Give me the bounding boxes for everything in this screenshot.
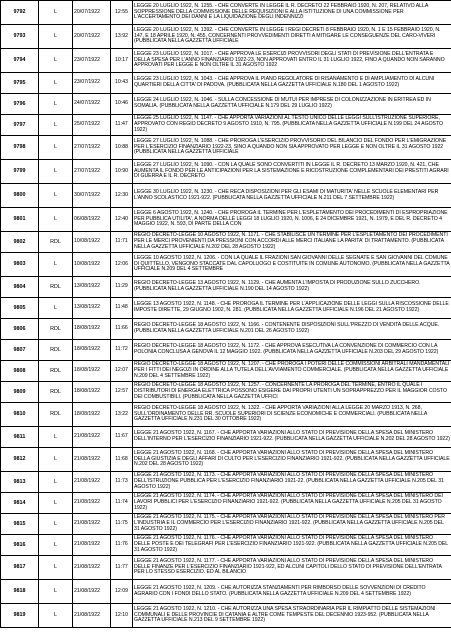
law-number-cell: 9796 <box>1 94 39 115</box>
table-row <box>1 277 451 298</box>
law-description-cell: LEGGE 21 AGOSTO 1922, N. 1167. - CHE APPORTA VARIAZIONI ALLO STATO DI PREVISIONE DELLA SPESA DEL MINISTERO DELL'INTERNO PER L'ESERCIZIO FINANZIARIO 1921-922. (PUBBLICATA NELLA GAZZETTA UFFICIALE N.202 DEL 28 AGOSTO 1922) <box>133 427 451 448</box>
law-number-cell: 9811 <box>1 427 39 448</box>
law-description-cell: LEGGE 6 AGOSTO 1922, N. 1240. - CHE PROROGA IL TERMINE PER L'ESPLETAMENTO DEI PROCEDIMENTI DI ESPROPRIAZIONE PER PUBBLICA UTILITA', A NORMA DELLE LEGGI 18 LUGLIO 1920, N. 1006, E 24 DICEMBRE 1921, N. 1979, E DEL R. DECRETO 4 MAGGIO 1922, N. 593, DI PARTE DELLA CON <box>133 208 451 232</box>
law-number-cell: 9812 <box>1 448 39 472</box>
law-number-cell: 9804 <box>1 277 39 298</box>
table-row <box>1 208 451 232</box>
law-date-cell: 21/08/1922 <box>73 556 111 580</box>
law-number-cell: 9813 <box>1 472 39 493</box>
law-type-cell: L <box>39 604 73 628</box>
law-number-cell: 9814 <box>1 493 39 514</box>
law-date-cell: 21/08/1922 <box>73 514 111 535</box>
law-code-cell: 10:46 <box>111 94 133 115</box>
law-number-cell: 9809 <box>1 382 39 403</box>
law-code-cell: 11:71 <box>111 232 133 253</box>
law-number-cell: 9810 <box>1 403 39 427</box>
table-row <box>1 319 451 340</box>
law-date-cell: 18/08/1922 <box>73 361 111 382</box>
law-description-cell: LEGGE 25 LUGLIO 1922, N. 1147. - CHE APPORTA VARIAZIONI AL TESTO UNICO DELLE LEGGI SULL'ISTRUZIONE SUPERIORE, APPROVATO CON REGIO DECRETO 9 AGOSTO 1910, N. 795. (PUBBLICATA NELLA GAZZETTA UFFICIALE N.199 DEL 24 AGOSTO 1922) <box>133 115 451 136</box>
law-description-cell: LEGGE 21 AGOSTO 1922, N. 1174. - CHE APPORTA VARIAZIONI ALLO STATO DI PREVISIONE DELLA SPESA DEL MINISTERO DEI LAVORI PUBBLICI PER L'ESERCIZIO FINANZIARIO 1921-922. (PUBBLICATA NELLA GAZZETTA UFFICIALE N.205 DEL 31 AGOSTO 1922) <box>133 493 451 514</box>
table-row <box>1 160 451 184</box>
law-code-cell: 11:72 <box>111 340 133 361</box>
law-code-cell: 12:57 <box>111 382 133 403</box>
law-description-cell: LEGGE 21 AGOSTO 1922, N. 1173. - CHE APPORTA VARIAZIONI ALLO STATO DI PREVISIONE DELLA SPESA DEL MINISTERO DELL'ISTRUZIONE PUBBLICA PER L'ESERCIZIO FINANZIARIO 1921-22. (PUBBLICATA NELLA GAZZETTA UFFICIALE N.205 DEL 31 AGOSTO 1922) <box>133 472 451 493</box>
law-date-cell: 27/07/1922 <box>73 136 111 160</box>
table-row <box>1 49 451 73</box>
table-row <box>1 298 451 319</box>
law-code-cell: 11:77 <box>111 556 133 580</box>
law-type-cell: L <box>39 556 73 580</box>
law-date-cell: 27/07/1922 <box>73 160 111 184</box>
law-code-cell: 12:06 <box>111 253 133 277</box>
law-description-cell: LEGGE 20 LUGLIO 1922, N. 1255. - CHE CONVERTE IN LEGGE IL R. DECRETO 22 FEBBRAIO 1920, N. 207, RELATIVO ALLA SOPPRESSIONE DELLA COMMISSIONE DELLE REQUISIZIONI E ALLA ISTITUZIONE DI UNA COMMISSIONE PER L'ACCERTAMENTO DEI DANNI E LA LIQUIDAZIONE DEGLI INDENNIZZI <box>133 1 451 25</box>
law-date-cell: 25/07/1922 <box>73 115 111 136</box>
table-row <box>1 493 451 514</box>
law-number-cell: 9817 <box>1 556 39 580</box>
law-code-cell: 12:07 <box>111 361 133 382</box>
law-number-cell: 9807 <box>1 340 39 361</box>
law-description-cell: REGIO DECRETO-LEGGE 13 AGOSTO 1922, N. 1129. - CHE AUMENTA L'IMPOSTA DI PRODUZIONE SULLO ZUCCHERO. (PUBBLICATA NELLA GAZZETTA UFFICIALE N.190 DEL 14 AGOSTO 1922) <box>133 277 451 298</box>
law-number-cell: 9808 <box>1 361 39 382</box>
table-row <box>1 403 451 427</box>
law-code-cell: 10:43 <box>111 73 133 94</box>
law-description-cell: REGIO DECRETO-LEGGE 18 AGOSTO 1922, N. 1207. - CHE PROROGA I POTERI DELLE COMMISSIONI ARBITRALI MANDAMENTALI PER I FITTI DEI NEGOZI IN ORDINE ALLA TUTELA DELL'AVVIAMENTO COMMERCIALE. (PUBBLICATA NELLA GAZZETTA UFFICIALE N.209 DEL 4 SETTEMBRE 1922) <box>133 361 451 382</box>
law-date-cell: 13/08/1922 <box>73 298 111 319</box>
law-type-cell: L <box>39 472 73 493</box>
law-description-cell: LEGGE 24 LUGLIO 1922, N. 1046. - SULLA CONCESSIONE DI MUTUI PER IMPRESE DI COLONIZZAZIONE IN ERITREA ED IN SOMALIA. (PUBBLICATA NELLA GAZZETTA UFFICIALE N.179 DEL 29 LUGLIO 1922) <box>133 94 451 115</box>
law-type-cell: L <box>39 514 73 535</box>
table-row <box>1 340 451 361</box>
law-code-cell: 12:09 <box>111 580 133 604</box>
law-code-cell: 11:47 <box>111 115 133 136</box>
law-description-cell: LEGGE 27 LUGLIO 1922, N. 1088. - CHE PROROGA L'ESERCIZIO PROVVISORIO DEL BILANCIO DEL FONDO PER L'EMIGRAZIONE PER L'ESERCIZIO FINANZIARIO 1922-23, SINO A QUANDO NON SIA APPROVATO PER LEGGE E NON OLTRE IL 31 AGOSTO 1922 (PUBBLICATA NELLA GAZZETTA UFFICIALE <box>133 136 451 160</box>
law-number-cell: 9793 <box>1 25 39 49</box>
law-date-cell: 21/08/1922 <box>73 472 111 493</box>
law-number-cell: 9792 <box>1 1 39 25</box>
law-type-cell: L <box>39 427 73 448</box>
law-code-cell: 12:10 <box>111 604 133 628</box>
laws-register-body <box>1 1 451 628</box>
law-date-cell: 21/08/1922 <box>73 493 111 514</box>
law-number-cell: 9806 <box>1 319 39 340</box>
law-type-cell: RDL <box>39 319 73 340</box>
law-description-cell: LEGGE 21 AGOSTO 1922, N. 1168. - CHE APPORTA VARIAZIONI ALLO STATO DI PREVISIONE DELLA SPESA DEL MINISTERO DELLA GIUSTIZIA E DEGLI AFFARI DI CULTO PER L'ESERCIZIO FINANZIARIO 1921-922. (PUBBLICATA NELLA GAZZETTA UFFICIALE N.202 DEL 28 AGOSTO 1922) <box>133 448 451 472</box>
law-type-cell: L <box>39 184 73 208</box>
law-date-cell: 20/07/1922 <box>73 25 111 49</box>
law-date-cell: 18/08/1922 <box>73 319 111 340</box>
law-type-cell: L <box>39 73 73 94</box>
law-type-cell: L <box>39 160 73 184</box>
table-row <box>1 253 451 277</box>
law-date-cell: 20/07/1922 <box>73 1 111 25</box>
law-number-cell: 9803 <box>1 253 39 277</box>
table-row <box>1 25 451 49</box>
law-date-cell: 06/08/1922 <box>73 208 111 232</box>
law-description-cell: REGIO DECRETO-LEGGE 18 AGOSTO 1922, N. 1166. - CONTENENTE DISPOSIZIONI SULL'PREZZO DI VENDITA DELLE ACQUE. (PUBBLICATA NELLA GAZZETTA UFFICIALE N.201 DEL 26 AGOSTO 1922) <box>133 319 451 340</box>
law-number-cell: 9797 <box>1 115 39 136</box>
law-code-cell: 13:22 <box>111 403 133 427</box>
table-row <box>1 94 451 115</box>
table-row <box>1 382 451 403</box>
law-type-cell: L <box>39 208 73 232</box>
table-row <box>1 73 451 94</box>
law-type-cell: L <box>39 94 73 115</box>
law-type-cell: RDL <box>39 403 73 427</box>
law-code-cell: 13:92 <box>111 25 133 49</box>
law-date-cell: 21/08/1922 <box>73 604 111 628</box>
law-date-cell: 13/08/1922 <box>73 277 111 298</box>
law-date-cell: 21/08/1922 <box>73 427 111 448</box>
law-number-cell: 9795 <box>1 73 39 94</box>
table-row <box>1 514 451 535</box>
law-date-cell: 18/08/1922 <box>73 340 111 361</box>
law-number-cell: 9819 <box>1 604 39 628</box>
law-code-cell: 11:74 <box>111 493 133 514</box>
law-number-cell: 9798 <box>1 136 39 160</box>
law-type-cell: L <box>39 580 73 604</box>
law-code-cell: 11:29 <box>111 277 133 298</box>
law-date-cell: 21/08/1922 <box>73 580 111 604</box>
law-description-cell: LEGGE 21 AGOSTO 1922, N. 1177. - CHE APPORTA VARIAZIONI ALLO STATO DI PREVISIONE DELLA SPESA DEL MINISTERO DELLE FINANZE PER L'ESERCIZIO FINANZIARIO 1921-922, ED ALCUNI CAPITOLI DELLO STATO DI PREVISIONE DELL'ENTRATA PER LO STESSO ESERCIZIO. ED AL BILANCIO <box>133 556 451 580</box>
table-row <box>1 361 451 382</box>
law-number-cell: 9802 <box>1 232 39 253</box>
table-row <box>1 136 451 160</box>
law-date-cell: 21/08/1922 <box>73 448 111 472</box>
law-date-cell: 18/08/1922 <box>73 382 111 403</box>
law-number-cell: 9801 <box>1 208 39 232</box>
law-description-cell: LEGGE 13 AGOSTO 1922, N. 1148. - CHE PROROGA IL TERMINE PER L'APPLICAZIONE DELLE LEGGI SULLA RISCOSSIONE DELLE IMPOSTE DIRETTE, 29 GIUGNO 1902, N. 281. (PUBBLICATA NELLA GAZZETTA UFFICIALE N.196 DEL 21 AGOSTO 1922) <box>133 298 451 319</box>
law-type-cell: RDL <box>39 277 73 298</box>
law-description-cell: LEGGE 20 LUGLIO 1922, N. 1392. - CHE CONVERTE IN LEGGE I REGI DECRETI 8 FEBBRAIO 1920, N. 1 E 15 FEBBRAIO 1920, N. 147, E 18 APRILE 1920, N. 455, CONCERNENTI PROVVEDIMENTI DIRETTI A MITIGARE LE CONSEGUENZE DEL CARO-VIVERI (PUBBLICATA NELLA GAZZETTA UFFICIALE <box>133 25 451 49</box>
law-date-cell: 24/07/1922 <box>73 94 111 115</box>
table-row <box>1 556 451 580</box>
law-description-cell: REGIO DECRETO-LEGGE 18 AGOSTO 1922, N. 1322. - CHE APPORTA VARIAZIONI ALLA LEGGE 20 MARZO 1913, N. 268, SULL'ORDINAMENTO DELLE RR. SCUOLE SUPERIORI DI SCIENZE ECONOMICHE E COMMERCIALI. (PUBBLICATA NELLA GAZZETTA UFFICIALE N.231 DEL 30 OTTOBRE 1922) <box>133 403 451 427</box>
law-type-cell: L <box>39 493 73 514</box>
law-number-cell: 9815 <box>1 514 39 535</box>
law-number-cell: 9816 <box>1 535 39 556</box>
law-code-cell: 11:67 <box>111 427 133 448</box>
table-row <box>1 232 451 253</box>
law-code-cell: 10:90 <box>111 160 133 184</box>
law-type-cell: L <box>39 136 73 160</box>
law-code-cell: 11:48 <box>111 298 133 319</box>
law-date-cell: 30/07/1922 <box>73 184 111 208</box>
law-description-cell: REGIO DECRETO-LEGGE 18 AGOSTO 1922, N. 1257. - CONCERNENTE LA PROROGA DEL TERMINE, ENTRO IL QUALE I DISTRIBUTORI DI ENERGIA ELETTRICA POSSONO ESIGERE DAI PROPRI UTENTI UN SOPRAPPREZZO PER IL MAGGIOR COSTO DEI COMBUSTIBILI. (PUBBLICATA NELLA GAZZETTA UFFICI <box>133 382 451 403</box>
law-code-cell: 11:68 <box>111 448 133 472</box>
law-code-cell: 10:88 <box>111 136 133 160</box>
table-row <box>1 184 451 208</box>
law-date-cell: 23/07/1922 <box>73 49 111 73</box>
law-code-cell: 12:30 <box>111 184 133 208</box>
law-description-cell: LEGGE 21 AGOSTO 1922, N. 1175. - CHE APPORTA VARIAZIONI ALLO STATO DI PREVISIONE DELLA SPESA DEL MINISTERO PER L'INDUSTRIA E IL COMMERCIO PER L'ESERCIZIO FINANZIARIO 1921-922. (PUBBLICATA NELLA GAZZETTA UFFICIALE N.205 DEL 31 AGOSTO 1922) <box>133 514 451 535</box>
table-row <box>1 1 451 25</box>
law-description-cell: LEGGE 10 AGOSTO 1922, N. 1206. - CON LA QUALE IL FRAZIONI SAN GIOVANNI DELLE SEGNATE E SAN GIOVANNI DEL COMUNE DI QUITTELLO, VENGONO STACCATE DAL CAPOLUOGO E COSTITUITE IN COMUNE AUTONOMO. (PUBBLICATA NELLA GAZZETTA UFFICIALE N.209 DEL 4 SETTEMBRE <box>133 253 451 277</box>
table-row <box>1 448 451 472</box>
law-date-cell: 18/08/1922 <box>73 403 111 427</box>
law-description-cell: REGIO DECRETO-LEGGE 10 AGOSTO 1922, N. 1171. - CHE STABILISCE UN TERMINE PER L'ESPLETAMENTO DEI PROCEDIMENTI PER LE MERCI PROVENIENTI DA PRESSIONI CON ACCORDI ALLE MERCI ITALIANE LA PARITA' DI TRATTAMENTO. (PUBBLICATA NELLA GAZZETTA UFFICIALE N.202 DEL 28 AGOSTO 1922) <box>133 232 451 253</box>
table-row <box>1 472 451 493</box>
law-code-cell: 12:40 <box>111 208 133 232</box>
law-description-cell: LEGGE 27 LUGLIO 1922, N. 1090. - CON LA QUALE SONO CONVERTITI IN LEGGE IL R. DECRETO 13 MARZO 1920, N. 421, CHE AUMENTA IL FONDO PER LE ANTICIPAZIONI PER LA SISTEMAZIONE E RICOSTRUZIONE COMPLEMENTARI DEI PRESTITI AGRARI DI GUERRA E IL R. DECRETO <box>133 160 451 184</box>
table-row <box>1 580 451 604</box>
law-date-cell: 10/08/1922 <box>73 253 111 277</box>
law-date-cell: 21/08/1922 <box>73 535 111 556</box>
law-number-cell: 9805 <box>1 298 39 319</box>
law-type-cell: L <box>39 253 73 277</box>
table-row <box>1 535 451 556</box>
law-code-cell: 12:55 <box>111 1 133 25</box>
law-code-cell: 11:73 <box>111 472 133 493</box>
law-type-cell: RDL <box>39 340 73 361</box>
law-number-cell: 9799 <box>1 160 39 184</box>
law-code-cell: 11:66 <box>111 319 133 340</box>
law-type-cell: L <box>39 49 73 73</box>
law-type-cell: L <box>39 448 73 472</box>
law-description-cell: LEGGE 21 AGOSTO 1922, N. 1176. - CHE APPORTA VARIAZIONI ALLO STATO DI PREVISIONE DELLA SPESA DEL MINISTERO DELLE POSTE E DEI TELEGRAFI PER L'ESERCIZIO FINANZIARIO 1921-922. (PUBBLICATA NELLA GAZZETTA UFFICIALE N.205 DEL 31 AGOSTO 1922) <box>133 535 451 556</box>
law-code-cell: 10:17 <box>111 49 133 73</box>
table-row <box>1 604 451 628</box>
table-row <box>1 115 451 136</box>
law-description-cell: LEGGE 21 AGOSTO 1922, N. 1209. - CHE AUTORIZZA STANZIAMENTI PER RIMBORSO DELLE SOVVENZIONI DI CREDITO AGRARIO CON I FONDI DELLO STATO. (PUBBLICATA NELLA GAZZETTA UFFICIALE N.209 DEL 4 SETTEMBRE 1922) <box>133 580 451 604</box>
law-description-cell: LEGGE 30 LUGLIO 1922, N. 1230. - CHE RECA DISPOSIZIONI PER GLI ESAMI DI MATURITA' NELLE SCUOLE ELEMENTARI PER L'ANNO SCOLASTICO 1921-922. (PUBBLICATA NELLA GAZZETTA UFFICIALE N.211 DEL 7 SETTEMBRE 1922) <box>133 184 451 208</box>
law-type-cell: RDL <box>39 382 73 403</box>
law-type-cell: L <box>39 25 73 49</box>
law-description-cell: LEGGE 23 LUGLIO 1922, N. 1017. - CHE APPROVA LE ESERCIZI PROVVISORI DEGLI STATI DI PREVISIONE DELL'ENTRATA E DELLA SPESA PER L'ANNO FINANZIARIO 1922-23, NON APPROVATI ENTRO IL 31 LUGLIO 1922, FINO A QUANDO NON SARANNO APPROVATI PER LEGGE E NON OLTRE IL 31 AGOSTO 1922 <box>133 49 451 73</box>
law-code-cell: 11:75 <box>111 514 133 535</box>
law-date-cell: 10/08/1922 <box>73 232 111 253</box>
law-code-cell: 11:76 <box>111 535 133 556</box>
law-number-cell: 9794 <box>1 49 39 73</box>
law-type-cell: RDL <box>39 232 73 253</box>
law-description-cell: LEGGE 23 LUGLIO 1922, N. 1043. - CHE APPROVA IL PIANO REGOLATORE DI RISANAMENTO E DI AMPLIAMENTO DI ALCUNI QUARTIERI DELLA CITTA' DI PADOVA. (PUBBLICATA NELLA GAZZETTA UFFICIALE N.180 DEL 1 AGOSTO 1922) <box>133 73 451 94</box>
law-description-cell: LEGGE 21 AGOSTO 1922, N. 1210. - CHE AUTORIZZA UNA SPESA STRAORDINARIA PER IL RIMPIATTO DELLE SISTEMAZIONI COMMUNALI E DELLE PROVINCIE DI CATANIA E ALTRE COME TEMPESTE DEL DECENNIO 1923-952. (PUBBLICATA NELLA GAZZETTA UFFICIALE N.213 DEL 9 SETTEMBRE 1922) <box>133 604 451 628</box>
law-type-cell: RDL <box>39 361 73 382</box>
law-date-cell: 23/07/1922 <box>73 73 111 94</box>
law-number-cell: 9800 <box>1 184 39 208</box>
law-description-cell: REGIO DECRETO-LEGGE 18 AGOSTO 1922, N. 1172. - CHE APPROVA ESECUTIVA LA CONVENZIONE DI COMMERCIO CON LA POLONIA CONCLUSA A GENOVA IL 12 MAGGIO 1922. (PUBBLICATA NELLA GAZZETTA UFFICIALE N.203 DEL 29 AGOSTO 1922) <box>133 340 451 361</box>
law-type-cell: L <box>39 298 73 319</box>
law-type-cell: L <box>39 1 73 25</box>
table-row <box>1 427 451 448</box>
law-type-cell: L <box>39 535 73 556</box>
law-number-cell: 9818 <box>1 580 39 604</box>
law-type-cell: L <box>39 115 73 136</box>
